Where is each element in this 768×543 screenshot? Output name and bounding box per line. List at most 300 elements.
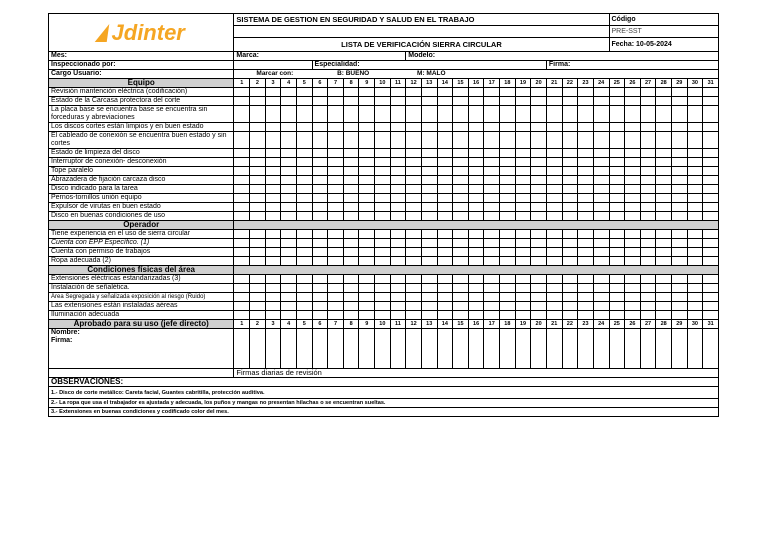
day-check-cell[interactable]: [531, 239, 547, 248]
day-check-cell[interactable]: [328, 239, 344, 248]
day-check-cell[interactable]: [343, 239, 359, 248]
day-check-cell[interactable]: [484, 97, 500, 106]
day-check-cell[interactable]: [640, 203, 656, 212]
day-check-cell[interactable]: [343, 158, 359, 167]
daily-signature-cell[interactable]: [656, 329, 672, 369]
day-check-cell[interactable]: [453, 176, 469, 185]
day-check-cell[interactable]: [343, 132, 359, 149]
day-check-cell[interactable]: [250, 212, 266, 221]
day-check-cell[interactable]: [281, 185, 297, 194]
day-check-cell[interactable]: [421, 88, 437, 97]
day-check-cell[interactable]: [672, 293, 688, 302]
day-check-cell[interactable]: [656, 212, 672, 221]
day-check-cell[interactable]: [437, 88, 453, 97]
day-check-cell[interactable]: [250, 239, 266, 248]
day-check-cell[interactable]: [515, 132, 531, 149]
day-check-cell[interactable]: [437, 284, 453, 293]
day-check-cell[interactable]: [359, 167, 375, 176]
day-check-cell[interactable]: [328, 149, 344, 158]
day-check-cell[interactable]: [234, 106, 250, 123]
day-check-cell[interactable]: [578, 284, 594, 293]
day-check-cell[interactable]: [593, 194, 609, 203]
day-check-cell[interactable]: [328, 132, 344, 149]
day-check-cell[interactable]: [562, 132, 578, 149]
day-check-cell[interactable]: [453, 284, 469, 293]
day-check-cell[interactable]: [703, 185, 719, 194]
day-check-cell[interactable]: [672, 167, 688, 176]
day-check-cell[interactable]: [375, 97, 391, 106]
day-check-cell[interactable]: [672, 158, 688, 167]
approval-name-signature[interactable]: [49, 329, 234, 369]
day-check-cell[interactable]: [359, 158, 375, 167]
day-check-cell[interactable]: [265, 97, 281, 106]
day-check-cell[interactable]: [609, 239, 625, 248]
day-check-cell[interactable]: [625, 275, 641, 284]
day-check-cell[interactable]: [328, 230, 344, 239]
day-check-cell[interactable]: [500, 275, 516, 284]
day-check-cell[interactable]: [343, 97, 359, 106]
day-check-cell[interactable]: [250, 167, 266, 176]
day-check-cell[interactable]: [328, 97, 344, 106]
day-check-cell[interactable]: [562, 293, 578, 302]
day-check-cell[interactable]: [593, 176, 609, 185]
day-check-cell[interactable]: [328, 302, 344, 311]
day-check-cell[interactable]: [546, 176, 562, 185]
day-check-cell[interactable]: [468, 167, 484, 176]
day-check-cell[interactable]: [546, 275, 562, 284]
day-check-cell[interactable]: [406, 132, 422, 149]
day-check-cell[interactable]: [578, 293, 594, 302]
day-check-cell[interactable]: [265, 239, 281, 248]
day-check-cell[interactable]: [265, 158, 281, 167]
day-check-cell[interactable]: [437, 132, 453, 149]
day-check-cell[interactable]: [406, 149, 422, 158]
day-check-cell[interactable]: [546, 97, 562, 106]
day-check-cell[interactable]: [328, 203, 344, 212]
daily-signature-cell[interactable]: [359, 329, 375, 369]
day-check-cell[interactable]: [328, 212, 344, 221]
day-check-cell[interactable]: [250, 248, 266, 257]
day-check-cell[interactable]: [578, 149, 594, 158]
day-check-cell[interactable]: [375, 194, 391, 203]
day-check-cell[interactable]: [312, 88, 328, 97]
day-check-cell[interactable]: [578, 203, 594, 212]
day-check-cell[interactable]: [578, 97, 594, 106]
day-check-cell[interactable]: [640, 158, 656, 167]
day-check-cell[interactable]: [609, 132, 625, 149]
day-check-cell[interactable]: [234, 293, 250, 302]
day-check-cell[interactable]: [406, 248, 422, 257]
day-check-cell[interactable]: [578, 230, 594, 239]
day-check-cell[interactable]: [562, 194, 578, 203]
day-check-cell[interactable]: [531, 176, 547, 185]
day-check-cell[interactable]: [375, 132, 391, 149]
day-check-cell[interactable]: [484, 132, 500, 149]
day-check-cell[interactable]: [250, 132, 266, 149]
day-check-cell[interactable]: [609, 149, 625, 158]
day-check-cell[interactable]: [359, 293, 375, 302]
day-check-cell[interactable]: [390, 293, 406, 302]
day-check-cell[interactable]: [656, 176, 672, 185]
day-check-cell[interactable]: [359, 284, 375, 293]
day-check-cell[interactable]: [328, 257, 344, 266]
day-check-cell[interactable]: [625, 239, 641, 248]
day-check-cell[interactable]: [265, 284, 281, 293]
day-check-cell[interactable]: [687, 203, 703, 212]
day-check-cell[interactable]: [625, 158, 641, 167]
day-check-cell[interactable]: [656, 132, 672, 149]
day-check-cell[interactable]: [406, 302, 422, 311]
day-check-cell[interactable]: [296, 194, 312, 203]
day-check-cell[interactable]: [531, 123, 547, 132]
day-check-cell[interactable]: [672, 275, 688, 284]
day-check-cell[interactable]: [484, 257, 500, 266]
day-check-cell[interactable]: [343, 106, 359, 123]
day-check-cell[interactable]: [703, 194, 719, 203]
day-check-cell[interactable]: [421, 293, 437, 302]
day-check-cell[interactable]: [468, 293, 484, 302]
day-check-cell[interactable]: [265, 311, 281, 320]
day-check-cell[interactable]: [437, 203, 453, 212]
day-check-cell[interactable]: [672, 194, 688, 203]
day-check-cell[interactable]: [265, 106, 281, 123]
day-check-cell[interactable]: [625, 185, 641, 194]
day-check-cell[interactable]: [609, 203, 625, 212]
day-check-cell[interactable]: [281, 88, 297, 97]
day-check-cell[interactable]: [578, 212, 594, 221]
day-check-cell[interactable]: [562, 149, 578, 158]
day-check-cell[interactable]: [281, 167, 297, 176]
day-check-cell[interactable]: [546, 302, 562, 311]
day-check-cell[interactable]: [281, 302, 297, 311]
day-check-cell[interactable]: [500, 311, 516, 320]
day-check-cell[interactable]: [421, 257, 437, 266]
day-check-cell[interactable]: [468, 88, 484, 97]
day-check-cell[interactable]: [343, 194, 359, 203]
day-check-cell[interactable]: [546, 230, 562, 239]
day-check-cell[interactable]: [296, 239, 312, 248]
day-check-cell[interactable]: [296, 302, 312, 311]
day-check-cell[interactable]: [562, 203, 578, 212]
day-check-cell[interactable]: [281, 275, 297, 284]
day-check-cell[interactable]: [656, 239, 672, 248]
day-check-cell[interactable]: [265, 176, 281, 185]
day-check-cell[interactable]: [593, 106, 609, 123]
day-check-cell[interactable]: [468, 194, 484, 203]
day-check-cell[interactable]: [343, 248, 359, 257]
day-check-cell[interactable]: [312, 194, 328, 203]
day-check-cell[interactable]: [453, 212, 469, 221]
day-check-cell[interactable]: [609, 194, 625, 203]
day-check-cell[interactable]: [375, 284, 391, 293]
day-check-cell[interactable]: [500, 230, 516, 239]
day-check-cell[interactable]: [375, 123, 391, 132]
day-check-cell[interactable]: [578, 167, 594, 176]
day-check-cell[interactable]: [515, 302, 531, 311]
day-check-cell[interactable]: [328, 167, 344, 176]
day-check-cell[interactable]: [406, 106, 422, 123]
day-check-cell[interactable]: [312, 123, 328, 132]
day-check-cell[interactable]: [672, 203, 688, 212]
day-check-cell[interactable]: [593, 239, 609, 248]
day-check-cell[interactable]: [656, 167, 672, 176]
day-check-cell[interactable]: [656, 248, 672, 257]
day-check-cell[interactable]: [234, 185, 250, 194]
day-check-cell[interactable]: [578, 239, 594, 248]
day-check-cell[interactable]: [375, 248, 391, 257]
daily-signature-cell[interactable]: [265, 329, 281, 369]
day-check-cell[interactable]: [296, 212, 312, 221]
day-check-cell[interactable]: [406, 257, 422, 266]
day-check-cell[interactable]: [500, 158, 516, 167]
day-check-cell[interactable]: [703, 167, 719, 176]
day-check-cell[interactable]: [593, 230, 609, 239]
day-check-cell[interactable]: [375, 212, 391, 221]
day-check-cell[interactable]: [515, 123, 531, 132]
day-check-cell[interactable]: [390, 106, 406, 123]
day-check-cell[interactable]: [453, 97, 469, 106]
daily-signature-cell[interactable]: [312, 329, 328, 369]
day-check-cell[interactable]: [703, 97, 719, 106]
day-check-cell[interactable]: [468, 123, 484, 132]
day-check-cell[interactable]: [656, 88, 672, 97]
day-check-cell[interactable]: [250, 158, 266, 167]
day-check-cell[interactable]: [437, 123, 453, 132]
modelo-field[interactable]: Modelo:: [406, 52, 719, 61]
day-check-cell[interactable]: [546, 158, 562, 167]
day-check-cell[interactable]: [234, 176, 250, 185]
day-check-cell[interactable]: [281, 97, 297, 106]
day-check-cell[interactable]: [625, 293, 641, 302]
day-check-cell[interactable]: [343, 88, 359, 97]
day-check-cell[interactable]: [390, 97, 406, 106]
day-check-cell[interactable]: [484, 149, 500, 158]
day-check-cell[interactable]: [562, 248, 578, 257]
day-check-cell[interactable]: [234, 194, 250, 203]
day-check-cell[interactable]: [515, 194, 531, 203]
day-check-cell[interactable]: [421, 275, 437, 284]
day-check-cell[interactable]: [468, 257, 484, 266]
day-check-cell[interactable]: [421, 123, 437, 132]
day-check-cell[interactable]: [281, 132, 297, 149]
day-check-cell[interactable]: [453, 88, 469, 97]
day-check-cell[interactable]: [515, 167, 531, 176]
day-check-cell[interactable]: [656, 284, 672, 293]
day-check-cell[interactable]: [703, 248, 719, 257]
day-check-cell[interactable]: [625, 97, 641, 106]
day-check-cell[interactable]: [343, 149, 359, 158]
day-check-cell[interactable]: [421, 106, 437, 123]
day-check-cell[interactable]: [265, 123, 281, 132]
day-check-cell[interactable]: [437, 185, 453, 194]
day-check-cell[interactable]: [578, 311, 594, 320]
day-check-cell[interactable]: [390, 123, 406, 132]
day-check-cell[interactable]: [562, 158, 578, 167]
day-check-cell[interactable]: [546, 248, 562, 257]
day-check-cell[interactable]: [328, 293, 344, 302]
day-check-cell[interactable]: [687, 132, 703, 149]
day-check-cell[interactable]: [437, 239, 453, 248]
day-check-cell[interactable]: [437, 248, 453, 257]
day-check-cell[interactable]: [640, 293, 656, 302]
day-check-cell[interactable]: [437, 293, 453, 302]
day-check-cell[interactable]: [296, 176, 312, 185]
day-check-cell[interactable]: [390, 158, 406, 167]
day-check-cell[interactable]: [406, 123, 422, 132]
day-check-cell[interactable]: [625, 212, 641, 221]
day-check-cell[interactable]: [515, 257, 531, 266]
day-check-cell[interactable]: [359, 248, 375, 257]
day-check-cell[interactable]: [437, 275, 453, 284]
day-check-cell[interactable]: [703, 176, 719, 185]
day-check-cell[interactable]: [296, 106, 312, 123]
day-check-cell[interactable]: [562, 185, 578, 194]
day-check-cell[interactable]: [312, 293, 328, 302]
day-check-cell[interactable]: [609, 257, 625, 266]
day-check-cell[interactable]: [609, 311, 625, 320]
day-check-cell[interactable]: [390, 275, 406, 284]
day-check-cell[interactable]: [578, 176, 594, 185]
day-check-cell[interactable]: [672, 248, 688, 257]
day-check-cell[interactable]: [437, 311, 453, 320]
day-check-cell[interactable]: [328, 176, 344, 185]
day-check-cell[interactable]: [453, 132, 469, 149]
day-check-cell[interactable]: [640, 257, 656, 266]
day-check-cell[interactable]: [234, 167, 250, 176]
day-check-cell[interactable]: [375, 88, 391, 97]
day-check-cell[interactable]: [421, 239, 437, 248]
day-check-cell[interactable]: [546, 132, 562, 149]
day-check-cell[interactable]: [515, 248, 531, 257]
day-check-cell[interactable]: [515, 239, 531, 248]
day-check-cell[interactable]: [250, 149, 266, 158]
day-check-cell[interactable]: [515, 149, 531, 158]
day-check-cell[interactable]: [390, 248, 406, 257]
day-check-cell[interactable]: [250, 88, 266, 97]
day-check-cell[interactable]: [640, 230, 656, 239]
day-check-cell[interactable]: [390, 284, 406, 293]
day-check-cell[interactable]: [703, 132, 719, 149]
day-check-cell[interactable]: [593, 132, 609, 149]
day-check-cell[interactable]: [484, 212, 500, 221]
day-check-cell[interactable]: [625, 167, 641, 176]
day-check-cell[interactable]: [343, 275, 359, 284]
day-check-cell[interactable]: [640, 194, 656, 203]
day-check-cell[interactable]: [515, 185, 531, 194]
daily-signature-cell[interactable]: [453, 329, 469, 369]
day-check-cell[interactable]: [546, 88, 562, 97]
day-check-cell[interactable]: [390, 88, 406, 97]
day-check-cell[interactable]: [640, 185, 656, 194]
day-check-cell[interactable]: [609, 275, 625, 284]
day-check-cell[interactable]: [484, 158, 500, 167]
day-check-cell[interactable]: [531, 257, 547, 266]
day-check-cell[interactable]: [531, 106, 547, 123]
day-check-cell[interactable]: [375, 185, 391, 194]
especialidad-field[interactable]: Especialidad:: [312, 61, 546, 70]
day-check-cell[interactable]: [281, 194, 297, 203]
day-check-cell[interactable]: [672, 106, 688, 123]
day-check-cell[interactable]: [656, 97, 672, 106]
day-check-cell[interactable]: [484, 230, 500, 239]
day-check-cell[interactable]: [578, 194, 594, 203]
day-check-cell[interactable]: [578, 275, 594, 284]
day-check-cell[interactable]: [250, 106, 266, 123]
day-check-cell[interactable]: [640, 248, 656, 257]
day-check-cell[interactable]: [359, 302, 375, 311]
day-check-cell[interactable]: [656, 149, 672, 158]
daily-signature-cell[interactable]: [437, 329, 453, 369]
daily-signature-cell[interactable]: [484, 329, 500, 369]
day-check-cell[interactable]: [359, 203, 375, 212]
day-check-cell[interactable]: [437, 302, 453, 311]
daily-signature-cell[interactable]: [296, 329, 312, 369]
day-check-cell[interactable]: [343, 293, 359, 302]
day-check-cell[interactable]: [234, 275, 250, 284]
day-check-cell[interactable]: [375, 257, 391, 266]
daily-signature-cell[interactable]: [250, 329, 266, 369]
day-check-cell[interactable]: [453, 248, 469, 257]
day-check-cell[interactable]: [468, 97, 484, 106]
day-check-cell[interactable]: [375, 302, 391, 311]
day-check-cell[interactable]: [375, 239, 391, 248]
day-check-cell[interactable]: [312, 239, 328, 248]
day-check-cell[interactable]: [406, 275, 422, 284]
day-check-cell[interactable]: [640, 284, 656, 293]
day-check-cell[interactable]: [390, 132, 406, 149]
day-check-cell[interactable]: [390, 167, 406, 176]
day-check-cell[interactable]: [468, 212, 484, 221]
day-check-cell[interactable]: [703, 149, 719, 158]
day-check-cell[interactable]: [625, 106, 641, 123]
day-check-cell[interactable]: [296, 88, 312, 97]
day-check-cell[interactable]: [250, 203, 266, 212]
day-check-cell[interactable]: [687, 194, 703, 203]
day-check-cell[interactable]: [672, 132, 688, 149]
daily-signature-cell[interactable]: [468, 329, 484, 369]
daily-signature-cell[interactable]: [343, 329, 359, 369]
day-check-cell[interactable]: [546, 185, 562, 194]
day-check-cell[interactable]: [640, 123, 656, 132]
day-check-cell[interactable]: [625, 194, 641, 203]
day-check-cell[interactable]: [250, 257, 266, 266]
day-check-cell[interactable]: [453, 293, 469, 302]
day-check-cell[interactable]: [234, 97, 250, 106]
day-check-cell[interactable]: [562, 284, 578, 293]
day-check-cell[interactable]: [500, 212, 516, 221]
day-check-cell[interactable]: [593, 212, 609, 221]
day-check-cell[interactable]: [265, 257, 281, 266]
day-check-cell[interactable]: [578, 257, 594, 266]
day-check-cell[interactable]: [672, 97, 688, 106]
daily-signature-cell[interactable]: [234, 329, 250, 369]
day-check-cell[interactable]: [484, 176, 500, 185]
day-check-cell[interactable]: [359, 212, 375, 221]
daily-signature-cell[interactable]: [672, 329, 688, 369]
day-check-cell[interactable]: [234, 239, 250, 248]
day-check-cell[interactable]: [296, 158, 312, 167]
day-check-cell[interactable]: [421, 132, 437, 149]
day-check-cell[interactable]: [515, 284, 531, 293]
daily-signature-cell[interactable]: [640, 329, 656, 369]
day-check-cell[interactable]: [593, 284, 609, 293]
day-check-cell[interactable]: [687, 97, 703, 106]
day-check-cell[interactable]: [281, 248, 297, 257]
day-check-cell[interactable]: [625, 203, 641, 212]
day-check-cell[interactable]: [593, 302, 609, 311]
day-check-cell[interactable]: [687, 167, 703, 176]
day-check-cell[interactable]: [359, 275, 375, 284]
